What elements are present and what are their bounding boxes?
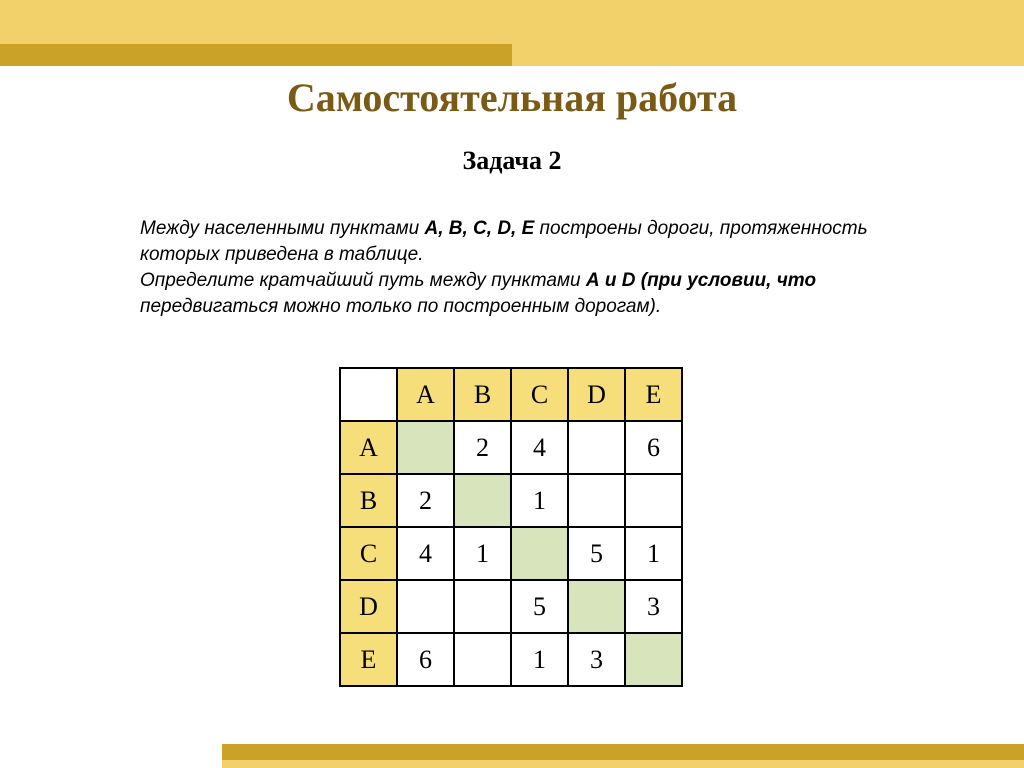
table-cell: 3 (568, 633, 625, 686)
paragraph-2-text-1: Определите кратчайший путь между пунктами (140, 270, 586, 291)
task-description (100, 216, 920, 320)
table-row (340, 527, 682, 580)
table-cell: 2 (454, 421, 511, 474)
table-cell: 6 (397, 633, 454, 686)
paragraph-1-text-1: Между населенными пунктами (140, 218, 425, 239)
table-cell: 1 (511, 633, 568, 686)
table-cell: 6 (625, 421, 682, 474)
column-header: D (568, 368, 625, 421)
task-subtitle: Задача 2 (462, 146, 562, 175)
table-row (340, 580, 682, 633)
table-corner-cell (340, 368, 397, 421)
table-cell (454, 633, 511, 686)
row-header: A (340, 421, 397, 474)
distance-table (339, 367, 683, 687)
table-cell (511, 527, 568, 580)
paragraph-2-bold: А и D (при условии, что (585, 270, 817, 291)
table-row (340, 421, 682, 474)
table-cell: 4 (397, 527, 454, 580)
column-header: B (454, 368, 511, 421)
column-header: C (511, 368, 568, 421)
bottom-band-light (222, 760, 1024, 768)
table-cell (454, 580, 511, 633)
table-cell: 2 (397, 474, 454, 527)
table-cell (568, 421, 625, 474)
paragraph-1-text-2: построены дороги, протяженность которых приведена в таблице. (140, 218, 868, 265)
table-header-row (340, 368, 682, 421)
paragraph-2-text-2: передвигаться можно только по построенным дорогам). (140, 296, 662, 317)
bottom-band-dark (222, 744, 1024, 760)
table-cell (625, 474, 682, 527)
table-cell (568, 474, 625, 527)
table-cell: 3 (625, 580, 682, 633)
row-header: E (340, 633, 397, 686)
paragraph-2 (100, 268, 920, 320)
table-cell: 4 (511, 421, 568, 474)
table-cell (568, 580, 625, 633)
table-cell (625, 633, 682, 686)
table-cell (454, 474, 511, 527)
top-band-dark (0, 44, 512, 66)
table-cell: 1 (625, 527, 682, 580)
table-cell (397, 421, 454, 474)
row-header: B (340, 474, 397, 527)
paragraph-1 (100, 216, 920, 268)
column-header: E (625, 368, 682, 421)
table-cell (397, 580, 454, 633)
table-row (340, 474, 682, 527)
table-cell: 1 (454, 527, 511, 580)
slide-title: Самостоятельная работа (286, 75, 738, 120)
table-row (340, 633, 682, 686)
paragraph-1-bold: А, В, С, D, Е (424, 218, 535, 239)
table-cell: 5 (568, 527, 625, 580)
table-cell: 1 (511, 474, 568, 527)
row-header: C (340, 527, 397, 580)
row-header: D (340, 580, 397, 633)
column-header: A (397, 368, 454, 421)
table-cell: 5 (511, 580, 568, 633)
